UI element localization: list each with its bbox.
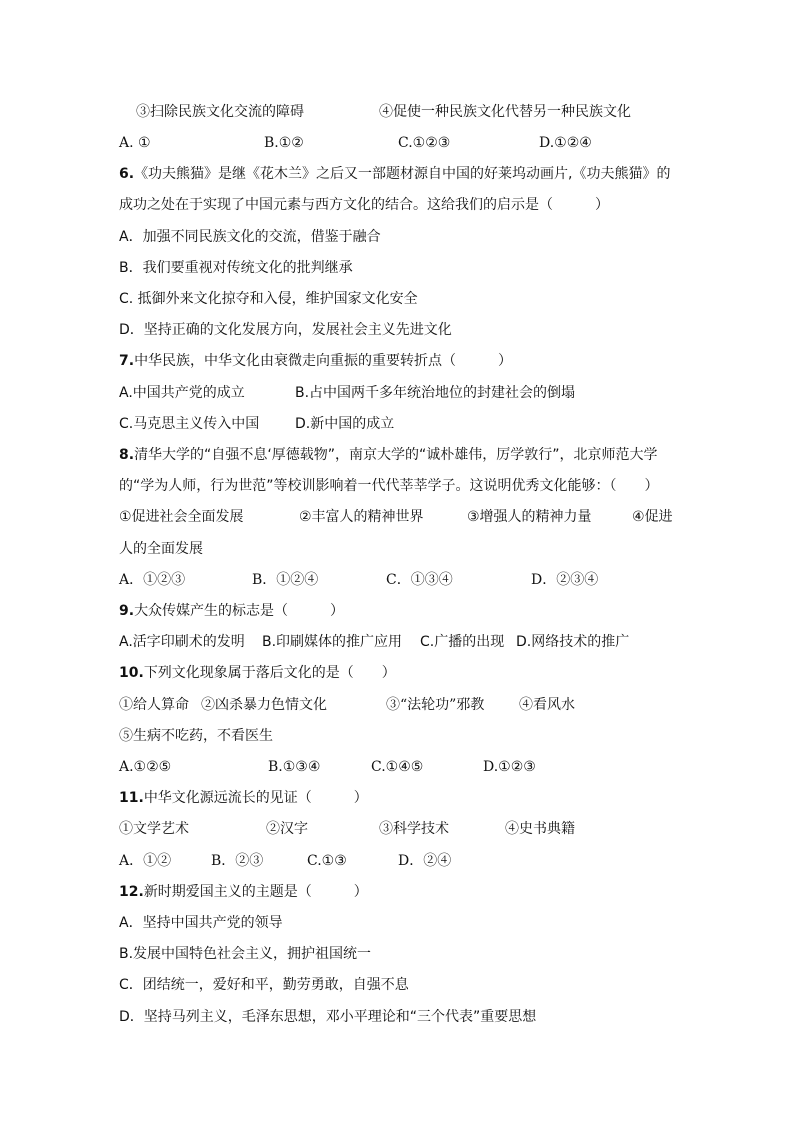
q8-item-4-cont: 人的全面发展 <box>119 541 203 557</box>
q11-item-1: ①文学艺术 <box>119 821 189 837</box>
q7-option-d: D.新中国的成立 <box>295 416 395 432</box>
q8-item-4: ④促进 <box>632 509 673 525</box>
q5-item-3: ③扫除民族文化交流的障碍 <box>136 104 304 120</box>
q8-option-d: D．②③④ <box>531 572 599 588</box>
q6-option-b: B．我们要重视对传统文化的批判继承 <box>119 260 353 276</box>
q9-stem: 9.大众传媒产生的标志是（ ） <box>119 603 345 619</box>
q9-option-a: A.活字印刷术的发明 <box>119 634 245 650</box>
q8-item-3: ③增强人的精神力量 <box>467 509 592 525</box>
q9-number: 9. <box>119 603 135 619</box>
q7-option-c: C.马克思主义传入中国 <box>119 416 260 432</box>
q10-option-c: C.①④⑤ <box>371 759 424 775</box>
q8-number: 8. <box>119 447 135 463</box>
q8-stem-line2: 的“学为人师，行为世范”等校训影响着一代代莘莘学子。这说明优秀文化能够：（ ） <box>119 478 659 494</box>
q9-option-b: B.印刷媒体的推广应用 <box>262 634 403 650</box>
q12-option-b: B.发展中国特色社会主义，拥护祖国统一 <box>119 946 372 962</box>
q11-option-a: A．①② <box>119 853 172 869</box>
q10-item-4: ④看风水 <box>519 697 575 713</box>
q7-stem: 7.中华民族，中华文化由衰微走向重振的重要转折点（ ） <box>119 353 513 369</box>
q5-item-4: ④促使一种民族文化代替另一种民族文化 <box>379 104 631 120</box>
q10-item-2: ②凶杀暴力色情文化 <box>201 697 327 713</box>
q6-number: 6. <box>119 166 135 182</box>
q8-option-b: B．①②④ <box>252 572 319 588</box>
q10-stem: 10.下列文化现象属于落后文化的是（ ） <box>119 665 396 681</box>
q10-option-d: D.①②③ <box>483 759 536 775</box>
q6-option-d: D．坚持正确的文化发展方向，发展社会主义先进文化 <box>119 322 452 338</box>
q7-number: 7. <box>119 353 135 369</box>
q8-option-a: A．①②③ <box>119 572 186 588</box>
q6-option-c: C. 抵御外来文化掠夺和入侵，维护国家文化安全 <box>119 291 418 307</box>
q10-item-1: ①给人算命 <box>119 697 189 713</box>
q5-option-a: A. ① <box>119 135 151 151</box>
q11-option-d: D．②④ <box>398 853 452 869</box>
q9-option-c: C.广播的出现 <box>420 634 505 650</box>
q11-item-4: ④史书典籍 <box>505 821 575 837</box>
q12-option-c: C．团结统一，爱好和平，勤劳勇敢，自强不息 <box>119 977 409 993</box>
q10-option-b: B.①③④ <box>268 759 321 775</box>
q12-option-d: D．坚持马列主义，毛泽东思想，邓小平理论和“三个代表”重要思想 <box>119 1009 537 1025</box>
q12-option-a: A．坚持中国共产党的领导 <box>119 915 283 931</box>
q11-option-b: B．②③ <box>211 853 264 869</box>
q9-option-d: D.网络技术的推广 <box>516 634 630 650</box>
q10-number: 10. <box>119 665 144 681</box>
q11-number: 11. <box>119 790 144 806</box>
q11-option-c: C.①③ <box>307 853 347 869</box>
q5-option-b: B.①② <box>264 135 304 151</box>
q8-option-c: C．①③④ <box>386 572 453 588</box>
q10-item-5: ⑤生病不吃药，不看医生 <box>119 728 273 744</box>
q6-stem-line1: 6.《功夫熊猫》是继《花木兰》之后又一部题材源自中国的好莱坞动画片,《功夫熊猫》的 <box>119 166 671 182</box>
q7-option-b: B.占中国两千多年统治地位的封建社会的倒塌 <box>295 385 576 401</box>
q5-option-d: D.①②④ <box>539 135 592 151</box>
q5-option-c: C.①②③ <box>398 135 451 151</box>
q11-item-2: ②汉字 <box>266 821 308 837</box>
q7-option-a: A.中国共产党的成立 <box>119 385 245 401</box>
q10-option-a: A.①②⑤ <box>119 759 172 775</box>
q11-item-3: ③科学技术 <box>379 821 449 837</box>
q12-number: 12. <box>119 884 144 900</box>
q6-option-a: A．加强不同民族文化的交流，借鉴于融合 <box>119 229 381 245</box>
q6-stem-line2: 成功之处在于实现了中国元素与西方文化的结合。这给我们的启示是（ ） <box>119 197 609 213</box>
q11-stem: 11.中华文化源远流长的见证（ ） <box>119 790 368 806</box>
q8-stem-line1: 8.清华大学的“自强不息‘厚德载物”，南京大学的“诚朴雄伟，厉学敦行”，北京师范大学 <box>119 447 658 463</box>
q8-item-2: ②丰富人的精神世界 <box>299 509 424 525</box>
q8-item-1: ①促进社会全面发展 <box>119 509 244 525</box>
q12-stem: 12.新时期爱国主义的主题是（ ） <box>119 884 368 900</box>
q10-item-3: ③“法轮功”邪教 <box>386 697 485 713</box>
